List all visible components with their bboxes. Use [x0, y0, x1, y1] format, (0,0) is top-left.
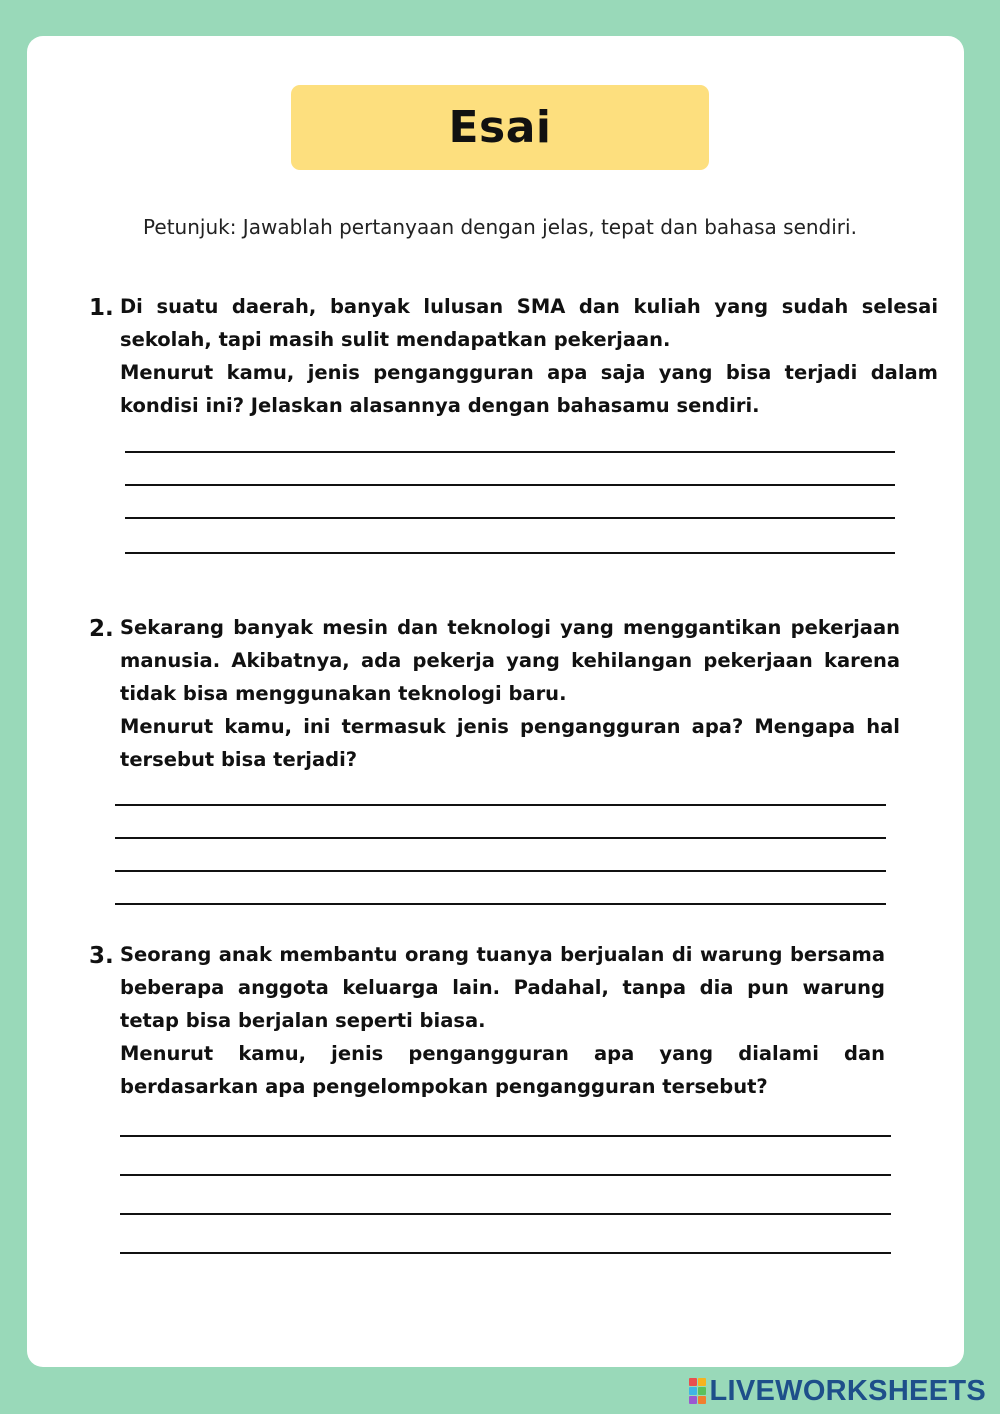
question-3-text	[120, 938, 885, 1103]
question-number: 1.	[89, 295, 114, 321]
answer-line[interactable]	[120, 1174, 891, 1176]
question-2-text	[120, 611, 900, 776]
question-number: 2.	[89, 616, 114, 642]
instruction-text: Petunjuk: Jawablah pertanyaan dengan jelas, tepat dan bahasa sendiri.	[143, 215, 857, 239]
question-1-paragraph-2: Menurut kamu, jenis pengangguran apa saja yang bisa terjadi dalam kondisi ini? Jelaskan alasannya dengan bahasamu sendiri.	[120, 361, 938, 417]
question-2-paragraph-1: Sekarang banyak mesin dan teknologi yang menggantikan pekerjaan manusia. Akibatnya, ada pekerja yang kehilangan pekerjaan karena tidak bisa menggunakan teknologi baru.	[120, 616, 900, 705]
answer-line[interactable]	[125, 552, 895, 554]
answer-line[interactable]	[115, 870, 886, 872]
question-number: 3.	[89, 943, 114, 969]
question-2-paragraph-2: Menurut kamu, ini termasuk jenis pengangguran apa? Mengapa hal tersebut bisa terjadi?	[120, 715, 900, 771]
answer-line[interactable]	[120, 1213, 891, 1215]
answer-line[interactable]	[115, 837, 886, 839]
answer-line[interactable]	[115, 804, 886, 806]
question-3-paragraph-1: Seorang anak membantu orang tuanya berjualan di warung bersama beberapa anggota keluarga lain. Padahal, tanpa dia pun warung tetap bisa berjalan seperti biasa.	[120, 943, 885, 1032]
answer-line[interactable]	[115, 903, 886, 905]
answer-line[interactable]	[120, 1252, 891, 1254]
liveworksheets-logo-icon	[689, 1378, 706, 1404]
question-1-text	[120, 290, 938, 422]
title-banner	[291, 85, 709, 170]
question-1-paragraph-1: Di suatu daerah, banyak lulusan SMA dan kuliah yang sudah selesai sekolah, tapi masih sulit mendapatkan pekerjaan.	[120, 295, 938, 351]
question-3-paragraph-2: Menurut kamu, jenis pengangguran apa yang dialami dan berdasarkan apa pengelompokan pengangguran tersebut?	[120, 1042, 885, 1098]
answer-line[interactable]	[120, 1135, 891, 1137]
page-title: Esai	[448, 102, 552, 153]
answer-line[interactable]	[125, 484, 895, 486]
answer-line[interactable]	[125, 451, 895, 453]
answer-line[interactable]	[125, 517, 895, 519]
liveworksheets-brand	[689, 1376, 987, 1406]
brand-name: LIVEWORKSHEETS	[709, 1374, 986, 1407]
